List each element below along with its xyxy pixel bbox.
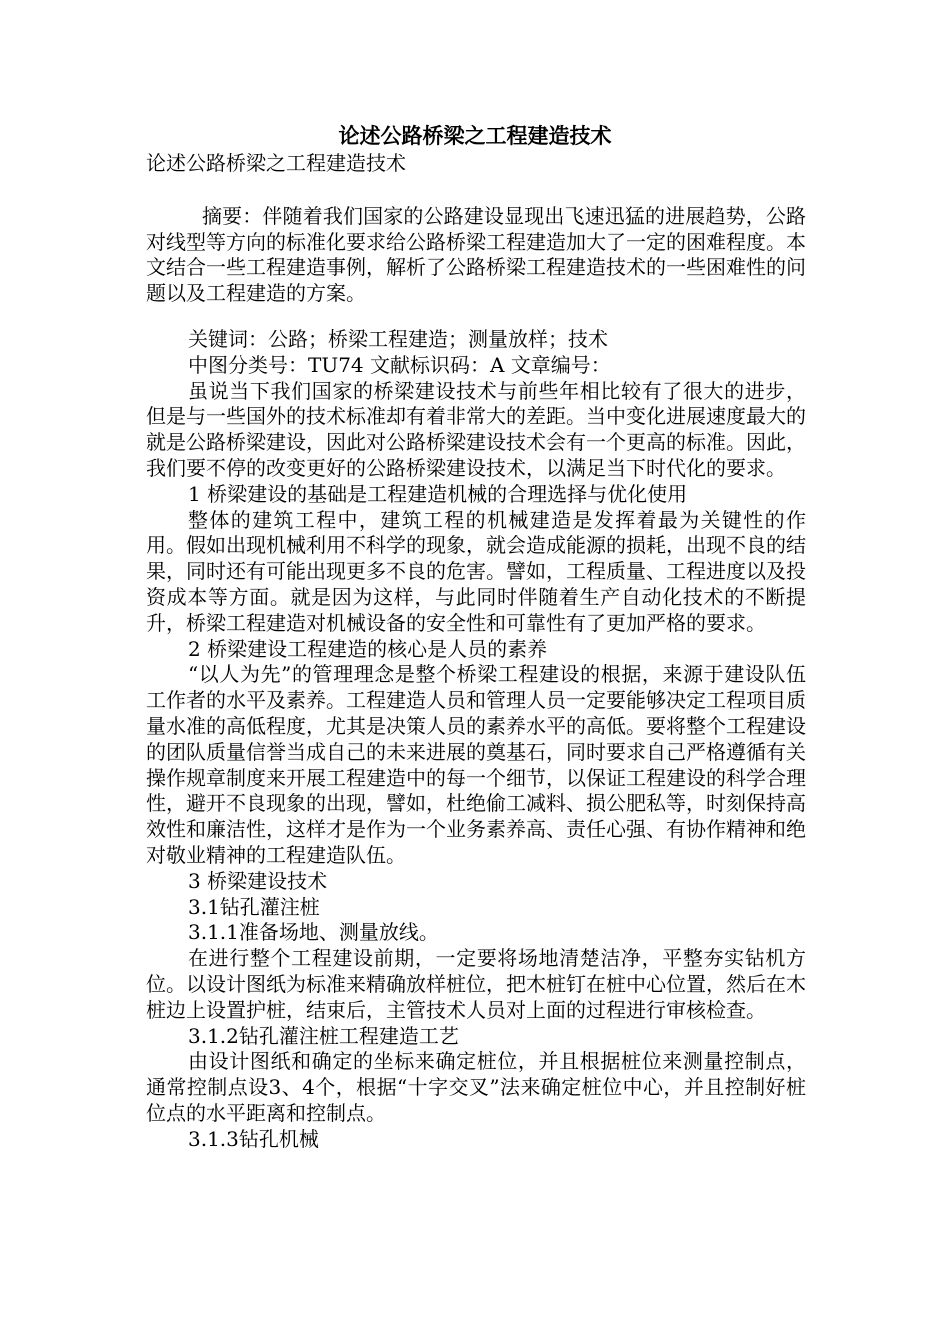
section-1-paragraph: 整体的建筑工程中，建筑工程的机械建造是发挥着最为关键性的作用。假如出现机械利用不科学的现象，就会造成能源的损耗，出现不良的结果，同时还有可能出现更多不良的危害。譬如，工程质量、工程进度以及投资成本等方面。就是因为这样，与此同时伴随着生产自动化技术的不断提升，桥梁工程建造对机械设备的安全性和可靠性有了更加严格的要求。 xyxy=(146,507,806,635)
document-subtitle: 论述公路桥梁之工程建造技术 xyxy=(146,151,406,175)
keywords-line: 关键词：公路；桥梁工程建造；测量放样；技术 xyxy=(188,326,608,351)
document-title: 论述公路桥梁之工程建造技术 xyxy=(338,123,612,148)
section-2-paragraph: “以人为先”的管理理念是整个桥梁工程建设的根据，来源于建设队伍工作者的水平及素养。工程建造人员和管理人员一定要能够决定工程项目质量水准的高低程度，尤其是决策人员的素养水平的高低。要将整个工程建设的团队质量信誉当成自己的未来进展的奠基石，同时要求自己严格遵循有关操作规章制度来开展工程建造中的每一个细节，以保证工程建设的科学合理性，避开不良现象的出现，譬如，杜绝偷工减料、损公肥私等，时刻保持高效性和廉洁性，这样才是作为一个业务素养高、责任心强、有协作精神和绝对敬业精神的工程建造队伍。 xyxy=(146,662,806,867)
section-3-1-2-heading: 3.1.2钻孔灌注桩工程建造工艺 xyxy=(188,1023,459,1048)
section-3-1-1-heading: 3.1.1准备场地、测量放线。 xyxy=(188,920,439,945)
classification-line: 中图分类号：TU74 文献标识码：A 文章编号： xyxy=(188,352,611,377)
intro-paragraph: 虽说当下我们国家的桥梁建设技术与前些年相比较有了很大的进步，但是与一些国外的技术标准却有着非常大的差距。当中变化进展速度最大的就是公路桥梁建设，因此对公路桥梁建设技术会有一个更高的标准。因此，我们要不停的改变更好的公路桥梁建设技术，以满足当下时代化的要求。 xyxy=(146,378,806,480)
document-body xyxy=(146,151,806,1152)
section-2-heading: 2 桥梁建设工程建造的核心是人员的素养 xyxy=(188,636,548,661)
spacer xyxy=(146,307,806,327)
section-3-1-heading: 3.1钻孔灌注桩 xyxy=(188,894,320,919)
section-3-heading: 3 桥梁建设技术 xyxy=(188,868,328,893)
abstract-paragraph: 摘要：伴随着我们国家的公路建设显现出飞速迅猛的进展趋势，公路对线型等方向的标准化要求给公路桥梁工程建造加大了一定的困难程度。本文结合一些工程建造事例，解析了公路桥梁工程建造技术的一些困难性的问题以及工程建造的方案。 xyxy=(146,203,806,306)
section-3-1-1-paragraph: 在进行整个工程建设前期，一定要将场地清楚洁净，平整夯实钻机方位。以设计图纸为标准来精确放样桩位，把木桩钉在桩中心位置，然后在木桩边上设置护桩，结束后，主管技术人员对上面的过程进行审核检查。 xyxy=(146,946,806,1022)
section-3-1-2-paragraph: 由设计图纸和确定的坐标来确定桩位，并且根据桩位来测量控制点，通常控制点设3、4个，根据“十字交叉”法来确定桩位中心，并且控制好桩位点的水平距离和控制点。 xyxy=(146,1049,806,1125)
section-1-heading: 1 桥梁建设的基础是工程建造机械的合理选择与优化使用 xyxy=(188,481,688,506)
spacer xyxy=(146,177,806,204)
section-3-1-3-heading: 3.1.3钻孔机械 xyxy=(188,1126,319,1151)
